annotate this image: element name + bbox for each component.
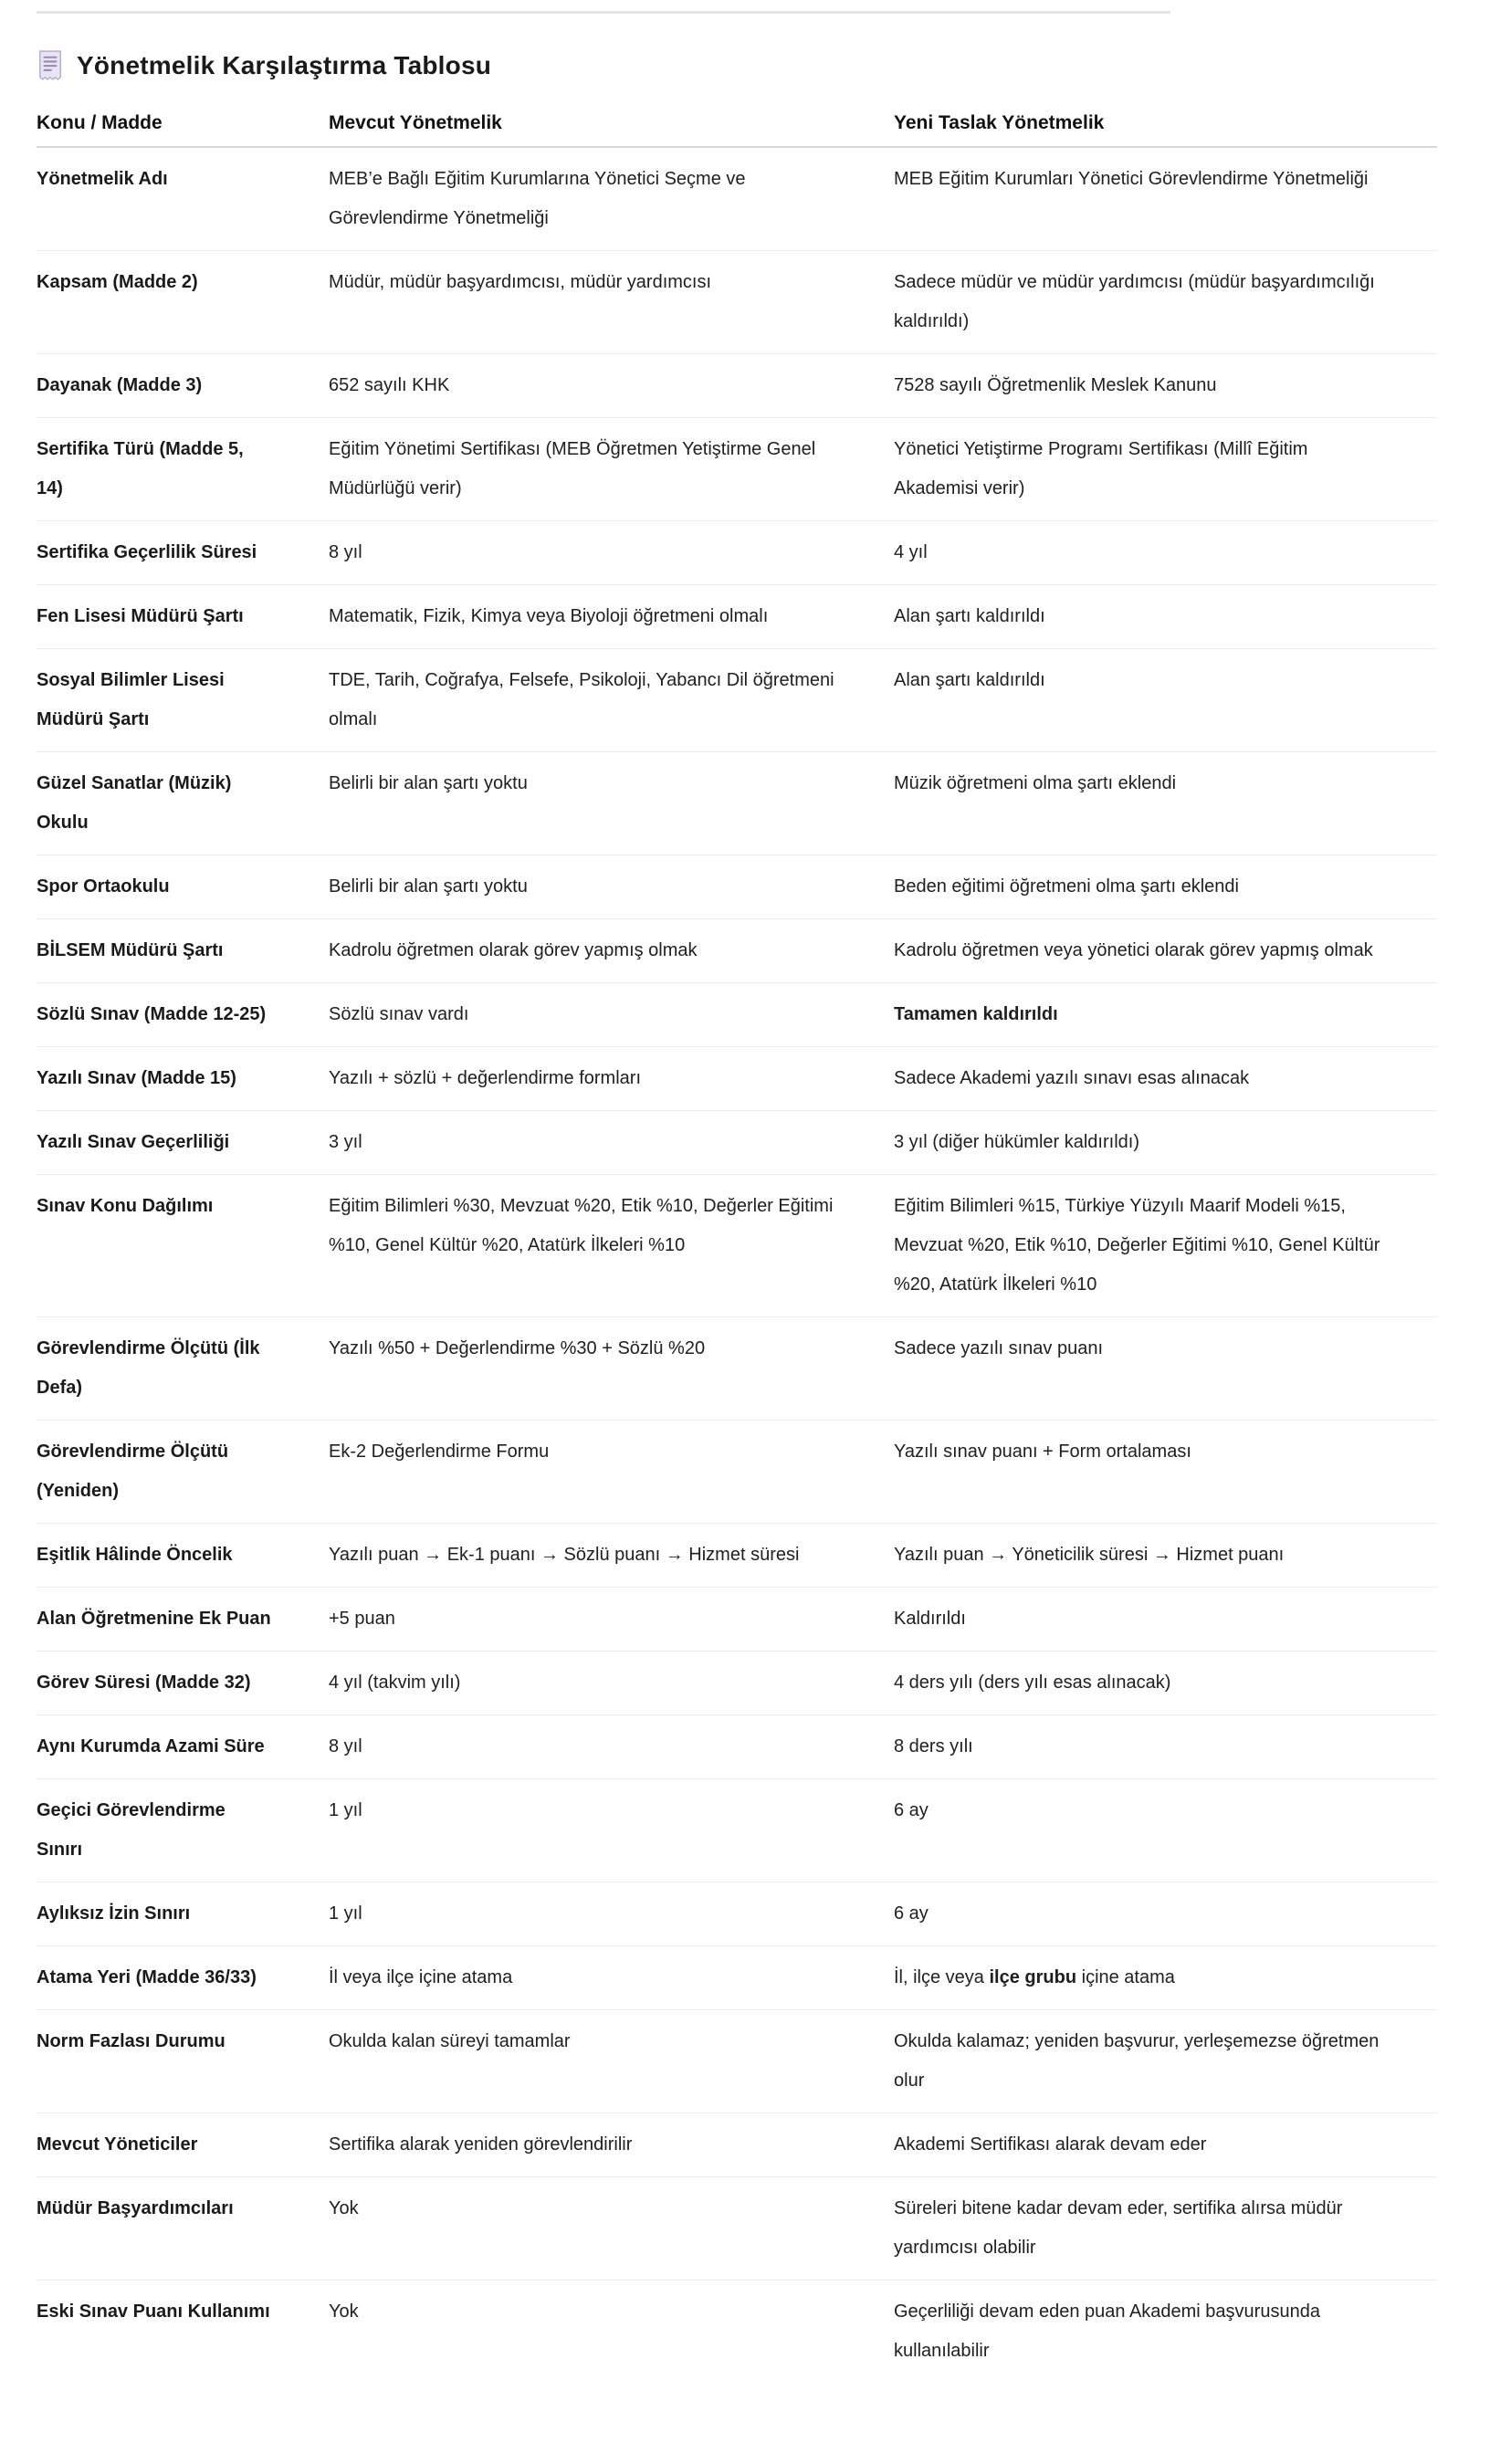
cell-text: Yazılı puan → Ek-1 puanı → Sözlü puanı → Hizmet süresi	[329, 1545, 800, 1565]
cell-text: Eğitim Yönetimi Sertifikası (MEB Öğretmen Yetiştirme Genel Müdürlüğü verir)	[329, 439, 816, 498]
table-row	[37, 1317, 1437, 1421]
cell-text: Sadece müdür ve müdür yardımcısı (müdür başyardımcılığı kaldırıldı)	[894, 272, 1375, 331]
current-regulation-cell	[329, 2281, 894, 2384]
topic-cell: Görevlendirme Ölçütü (Yeniden)	[37, 1421, 329, 1524]
current-regulation-cell	[329, 251, 894, 354]
cell-text: 4 yıl	[894, 542, 928, 562]
draft-regulation-cell	[894, 1588, 1437, 1651]
draft-regulation-cell	[894, 1175, 1437, 1317]
current-regulation-cell	[329, 354, 894, 418]
topic-cell: Sözlü Sınav (Madde 12-25)	[37, 983, 329, 1047]
cell-text: Okulda kalamaz; yeniden başvurur, yerleşemezse öğretmen olur	[894, 2031, 1380, 2091]
draft-regulation-cell	[894, 521, 1437, 585]
table-row	[37, 1111, 1437, 1175]
current-regulation-cell	[329, 983, 894, 1047]
topic-cell: Yönetmelik Adı	[37, 147, 329, 251]
current-regulation-cell	[329, 2177, 894, 2281]
cell-text: 1 yıl	[329, 1903, 362, 1924]
cell-text: MEB Eğitim Kurumları Yönetici Görevlendirme Yönetmeliği	[894, 169, 1369, 189]
table-row	[37, 1524, 1437, 1588]
cell-text: Yok	[329, 2301, 359, 2322]
table-row	[37, 1047, 1437, 1111]
table-row	[37, 2281, 1437, 2384]
cell-text: Yazılı + sözlü + değerlendirme formları	[329, 1068, 642, 1088]
topic-cell: Güzel Sanatlar (Müzik) Okulu	[37, 752, 329, 855]
cell-text: Sadece Akademi yazılı sınavı esas alınacak	[894, 1068, 1250, 1088]
cell-text: 4 yıl (takvim yılı)	[329, 1672, 461, 1693]
topic-cell: Atama Yeri (Madde 36/33)	[37, 1946, 329, 2010]
cell-text: 3 yıl	[329, 1132, 362, 1152]
cell-text: 4 ders yılı (ders yılı esas alınacak)	[894, 1672, 1171, 1693]
draft-regulation-cell	[894, 2281, 1437, 2384]
topic-cell: Sınav Konu Dağılımı	[37, 1175, 329, 1317]
topic-cell: BİLSEM Müdürü Şartı	[37, 919, 329, 983]
table-header	[37, 100, 1437, 147]
current-regulation-cell	[329, 919, 894, 983]
topic-cell: Sertifika Geçerlilik Süresi	[37, 521, 329, 585]
cell-text: Yazılı sınav puanı + Form ortalaması	[894, 1442, 1191, 1462]
cell-text: Matematik, Fizik, Kimya veya Biyoloji öğretmeni olmalı	[329, 606, 769, 626]
table-row	[37, 2010, 1437, 2113]
cell-text: Ek-2 Değerlendirme Formu	[329, 1442, 550, 1462]
table-row	[37, 649, 1437, 752]
current-regulation-cell	[329, 1779, 894, 1882]
header-row	[37, 100, 1437, 147]
cell-text: Okulda kalan süreyi tamamlar	[329, 2031, 571, 2051]
topic-cell: Alan Öğretmenine Ek Puan	[37, 1588, 329, 1651]
topic-cell: Yazılı Sınav (Madde 15)	[37, 1047, 329, 1111]
current-regulation-cell	[329, 418, 894, 521]
topic-cell: Spor Ortaokulu	[37, 855, 329, 919]
col-header-draft: Yeni Taslak Yönetmelik	[894, 100, 1437, 147]
table-row	[37, 1588, 1437, 1651]
table-row	[37, 919, 1437, 983]
table-row	[37, 855, 1437, 919]
draft-regulation-cell	[894, 1111, 1437, 1175]
topic-cell: Sertifika Türü (Madde 5, 14)	[37, 418, 329, 521]
draft-regulation-cell	[894, 855, 1437, 919]
table-row	[37, 1946, 1437, 2010]
draft-regulation-cell	[894, 1421, 1437, 1524]
top-divider	[37, 11, 1170, 14]
topic-cell: Görev Süresi (Madde 32)	[37, 1651, 329, 1715]
cell-text: Sözlü sınav vardı	[329, 1004, 469, 1024]
topic-cell: Eşitlik Hâlinde Öncelik	[37, 1524, 329, 1588]
topic-cell: Görevlendirme Ölçütü (İlk Defa)	[37, 1317, 329, 1421]
cell-text: ilçe grubu	[989, 1967, 1077, 1987]
draft-regulation-cell	[894, 983, 1437, 1047]
table-row	[37, 1715, 1437, 1779]
cell-text: Akademi Sertifikası alarak devam eder	[894, 2134, 1207, 2155]
draft-regulation-cell	[894, 1651, 1437, 1715]
page-title: Yönetmelik Karşılaştırma Tablosu	[77, 51, 492, 79]
table-row	[37, 585, 1437, 649]
draft-regulation-cell	[894, 1882, 1437, 1946]
cell-text: 1 yıl	[329, 1800, 362, 1820]
table-row	[37, 521, 1437, 585]
table-row	[37, 147, 1437, 251]
draft-regulation-cell	[894, 2177, 1437, 2281]
cell-text: Eğitim Bilimleri %15, Türkiye Yüzyılı Maarif Modeli %15, Mevzuat %20, Etik %10, Değerler Eğitimi %10, Genel Kültür %20, Atatürk İlkeleri %10	[894, 1196, 1380, 1295]
cell-text: Yazılı %50 + Değerlendirme %30 + Sözlü %20	[329, 1338, 706, 1358]
cell-text: Geçerliliği devam eden puan Akademi başvurusunda kullanılabilir	[894, 2301, 1320, 2361]
cell-text: 7528 sayılı Öğretmenlik Meslek Kanunu	[894, 375, 1217, 395]
cell-text: 3 yıl (diğer hükümler kaldırıldı)	[894, 1132, 1139, 1152]
table-row	[37, 354, 1437, 418]
draft-regulation-cell	[894, 418, 1437, 521]
current-regulation-cell	[329, 1651, 894, 1715]
table-row	[37, 1882, 1437, 1946]
cell-text: Kadrolu öğretmen veya yönetici olarak görev yapmış olmak	[894, 940, 1373, 960]
cell-text: 8 ders yılı	[894, 1736, 973, 1756]
draft-regulation-cell	[894, 2010, 1437, 2113]
cell-text: Beden eğitimi öğretmeni olma şartı eklendi	[894, 876, 1239, 896]
draft-regulation-cell	[894, 919, 1437, 983]
cell-text: 652 sayılı KHK	[329, 375, 450, 395]
draft-regulation-cell	[894, 585, 1437, 649]
cell-text: Süreleri bitene kadar devam eder, sertifika alırsa müdür yardımcısı olabilir	[894, 2198, 1343, 2258]
comparison-table	[37, 100, 1437, 2383]
topic-cell: Müdür Başyardımcıları	[37, 2177, 329, 2281]
table-row	[37, 1175, 1437, 1317]
cell-text: içine atama	[1076, 1967, 1175, 1987]
topic-cell: Eski Sınav Puanı Kullanımı	[37, 2301, 270, 2322]
table-row	[37, 1779, 1437, 1882]
cell-text: Kadrolu öğretmen olarak görev yapmış olmak	[329, 940, 698, 960]
draft-regulation-cell	[894, 1946, 1437, 2010]
draft-regulation-cell	[894, 752, 1437, 855]
topic-cell: Aylıksız İzin Sınırı	[37, 1882, 329, 1946]
title-row	[37, 50, 1490, 81]
draft-regulation-cell	[894, 1524, 1437, 1588]
cell-text: Eğitim Bilimleri %30, Mevzuat %20, Etik %10, Değerler Eğitimi %10, Genel Kültür %20, Atatürk İlkeleri %10	[329, 1196, 834, 1255]
current-regulation-cell	[329, 585, 894, 649]
table-row	[37, 1651, 1437, 1715]
cell-text: TDE, Tarih, Coğrafya, Felsefe, Psikoloji, Yabancı Dil öğretmeni olmalı	[329, 670, 834, 729]
draft-regulation-cell	[894, 649, 1437, 752]
cell-text: 6 ay	[894, 1800, 929, 1820]
current-regulation-cell	[329, 1524, 894, 1588]
cell-text: Müzik öğretmeni olma şartı eklendi	[894, 773, 1177, 793]
cell-text: +5 puan	[329, 1609, 395, 1629]
current-regulation-cell	[329, 521, 894, 585]
current-regulation-cell	[329, 752, 894, 855]
topic-cell: Norm Fazlası Durumu	[37, 2010, 329, 2113]
cell-text: Belirli bir alan şartı yoktu	[329, 773, 528, 793]
cell-text: Belirli bir alan şartı yoktu	[329, 876, 528, 896]
cell-text: Alan şartı kaldırıldı	[894, 670, 1045, 690]
cell-text: Yönetici Yetiştirme Programı Sertifikası (Millî Eğitim Akademisi verir)	[894, 439, 1308, 498]
cell-text: Müdür, müdür başyardımcısı, müdür yardımcısı	[329, 272, 712, 292]
draft-regulation-cell	[894, 1047, 1437, 1111]
cell-text: İl, ilçe veya	[894, 1967, 990, 1987]
table-row	[37, 2177, 1437, 2281]
table-row	[37, 1421, 1437, 1524]
topic-cell: Mevcut Yöneticiler	[37, 2113, 329, 2177]
cell-text: Sadece yazılı sınav puanı	[894, 1338, 1104, 1358]
topic-cell: Yazılı Sınav Geçerliliği	[37, 1111, 329, 1175]
current-regulation-cell	[329, 1946, 894, 2010]
col-header-topic: Konu / Madde	[37, 100, 329, 147]
cell-text: 8 yıl	[329, 542, 362, 562]
current-regulation-cell	[329, 855, 894, 919]
draft-regulation-cell	[894, 1779, 1437, 1882]
draft-regulation-cell	[894, 147, 1437, 251]
table-body	[37, 147, 1437, 2383]
current-regulation-cell	[329, 1047, 894, 1111]
cell-text: Alan şartı kaldırıldı	[894, 606, 1045, 626]
current-regulation-cell	[329, 147, 894, 251]
col-header-current: Mevcut Yönetmelik	[329, 100, 894, 147]
table-row	[37, 2113, 1437, 2177]
table-row	[37, 752, 1437, 855]
topic-cell: Dayanak (Madde 3)	[37, 354, 329, 418]
topic-cell: Aynı Kurumda Azami Süre	[37, 1715, 329, 1779]
table-row	[37, 983, 1437, 1047]
cell-text: 8 yıl	[329, 1736, 362, 1756]
cell-text: Yok	[329, 2198, 359, 2218]
topic-cell: Geçici Görevlendirme Sınırı	[37, 1779, 329, 1882]
current-regulation-cell	[329, 1317, 894, 1421]
receipt-icon	[37, 50, 64, 81]
current-regulation-cell	[329, 1882, 894, 1946]
draft-regulation-cell	[894, 1317, 1437, 1421]
topic-cell: Kapsam (Madde 2)	[37, 251, 329, 354]
cell-text: Tamamen kaldırıldı	[894, 1004, 1058, 1024]
table-row	[37, 418, 1437, 521]
current-regulation-cell	[329, 2113, 894, 2177]
draft-regulation-cell	[894, 251, 1437, 354]
current-regulation-cell	[329, 1175, 894, 1317]
draft-regulation-cell	[894, 354, 1437, 418]
cell-text: Yazılı puan → Yöneticilik süresi → Hizmet puanı	[894, 1545, 1285, 1565]
page	[0, 11, 1490, 2464]
draft-regulation-cell	[894, 1715, 1437, 1779]
cell-text: Sertifika alarak yeniden görevlendirilir	[329, 2134, 633, 2155]
current-regulation-cell	[329, 1715, 894, 1779]
cell-text: MEB’e Bağlı Eğitim Kurumlarına Yönetici Seçme ve Görevlendirme Yönetmeliği	[329, 169, 746, 228]
current-regulation-cell	[329, 1111, 894, 1175]
cell-text: Kaldırıldı	[894, 1609, 966, 1629]
table-row	[37, 251, 1437, 354]
topic-cell: Sosyal Bilimler Lisesi Müdürü Şartı	[37, 649, 329, 752]
current-regulation-cell	[329, 2010, 894, 2113]
cell-text: 6 ay	[894, 1903, 929, 1924]
current-regulation-cell	[329, 1588, 894, 1651]
current-regulation-cell	[329, 1421, 894, 1524]
draft-regulation-cell	[894, 2113, 1437, 2177]
topic-cell: Fen Lisesi Müdürü Şartı	[37, 585, 329, 649]
cell-text: İl veya ilçe içine atama	[329, 1967, 513, 1987]
current-regulation-cell	[329, 649, 894, 752]
